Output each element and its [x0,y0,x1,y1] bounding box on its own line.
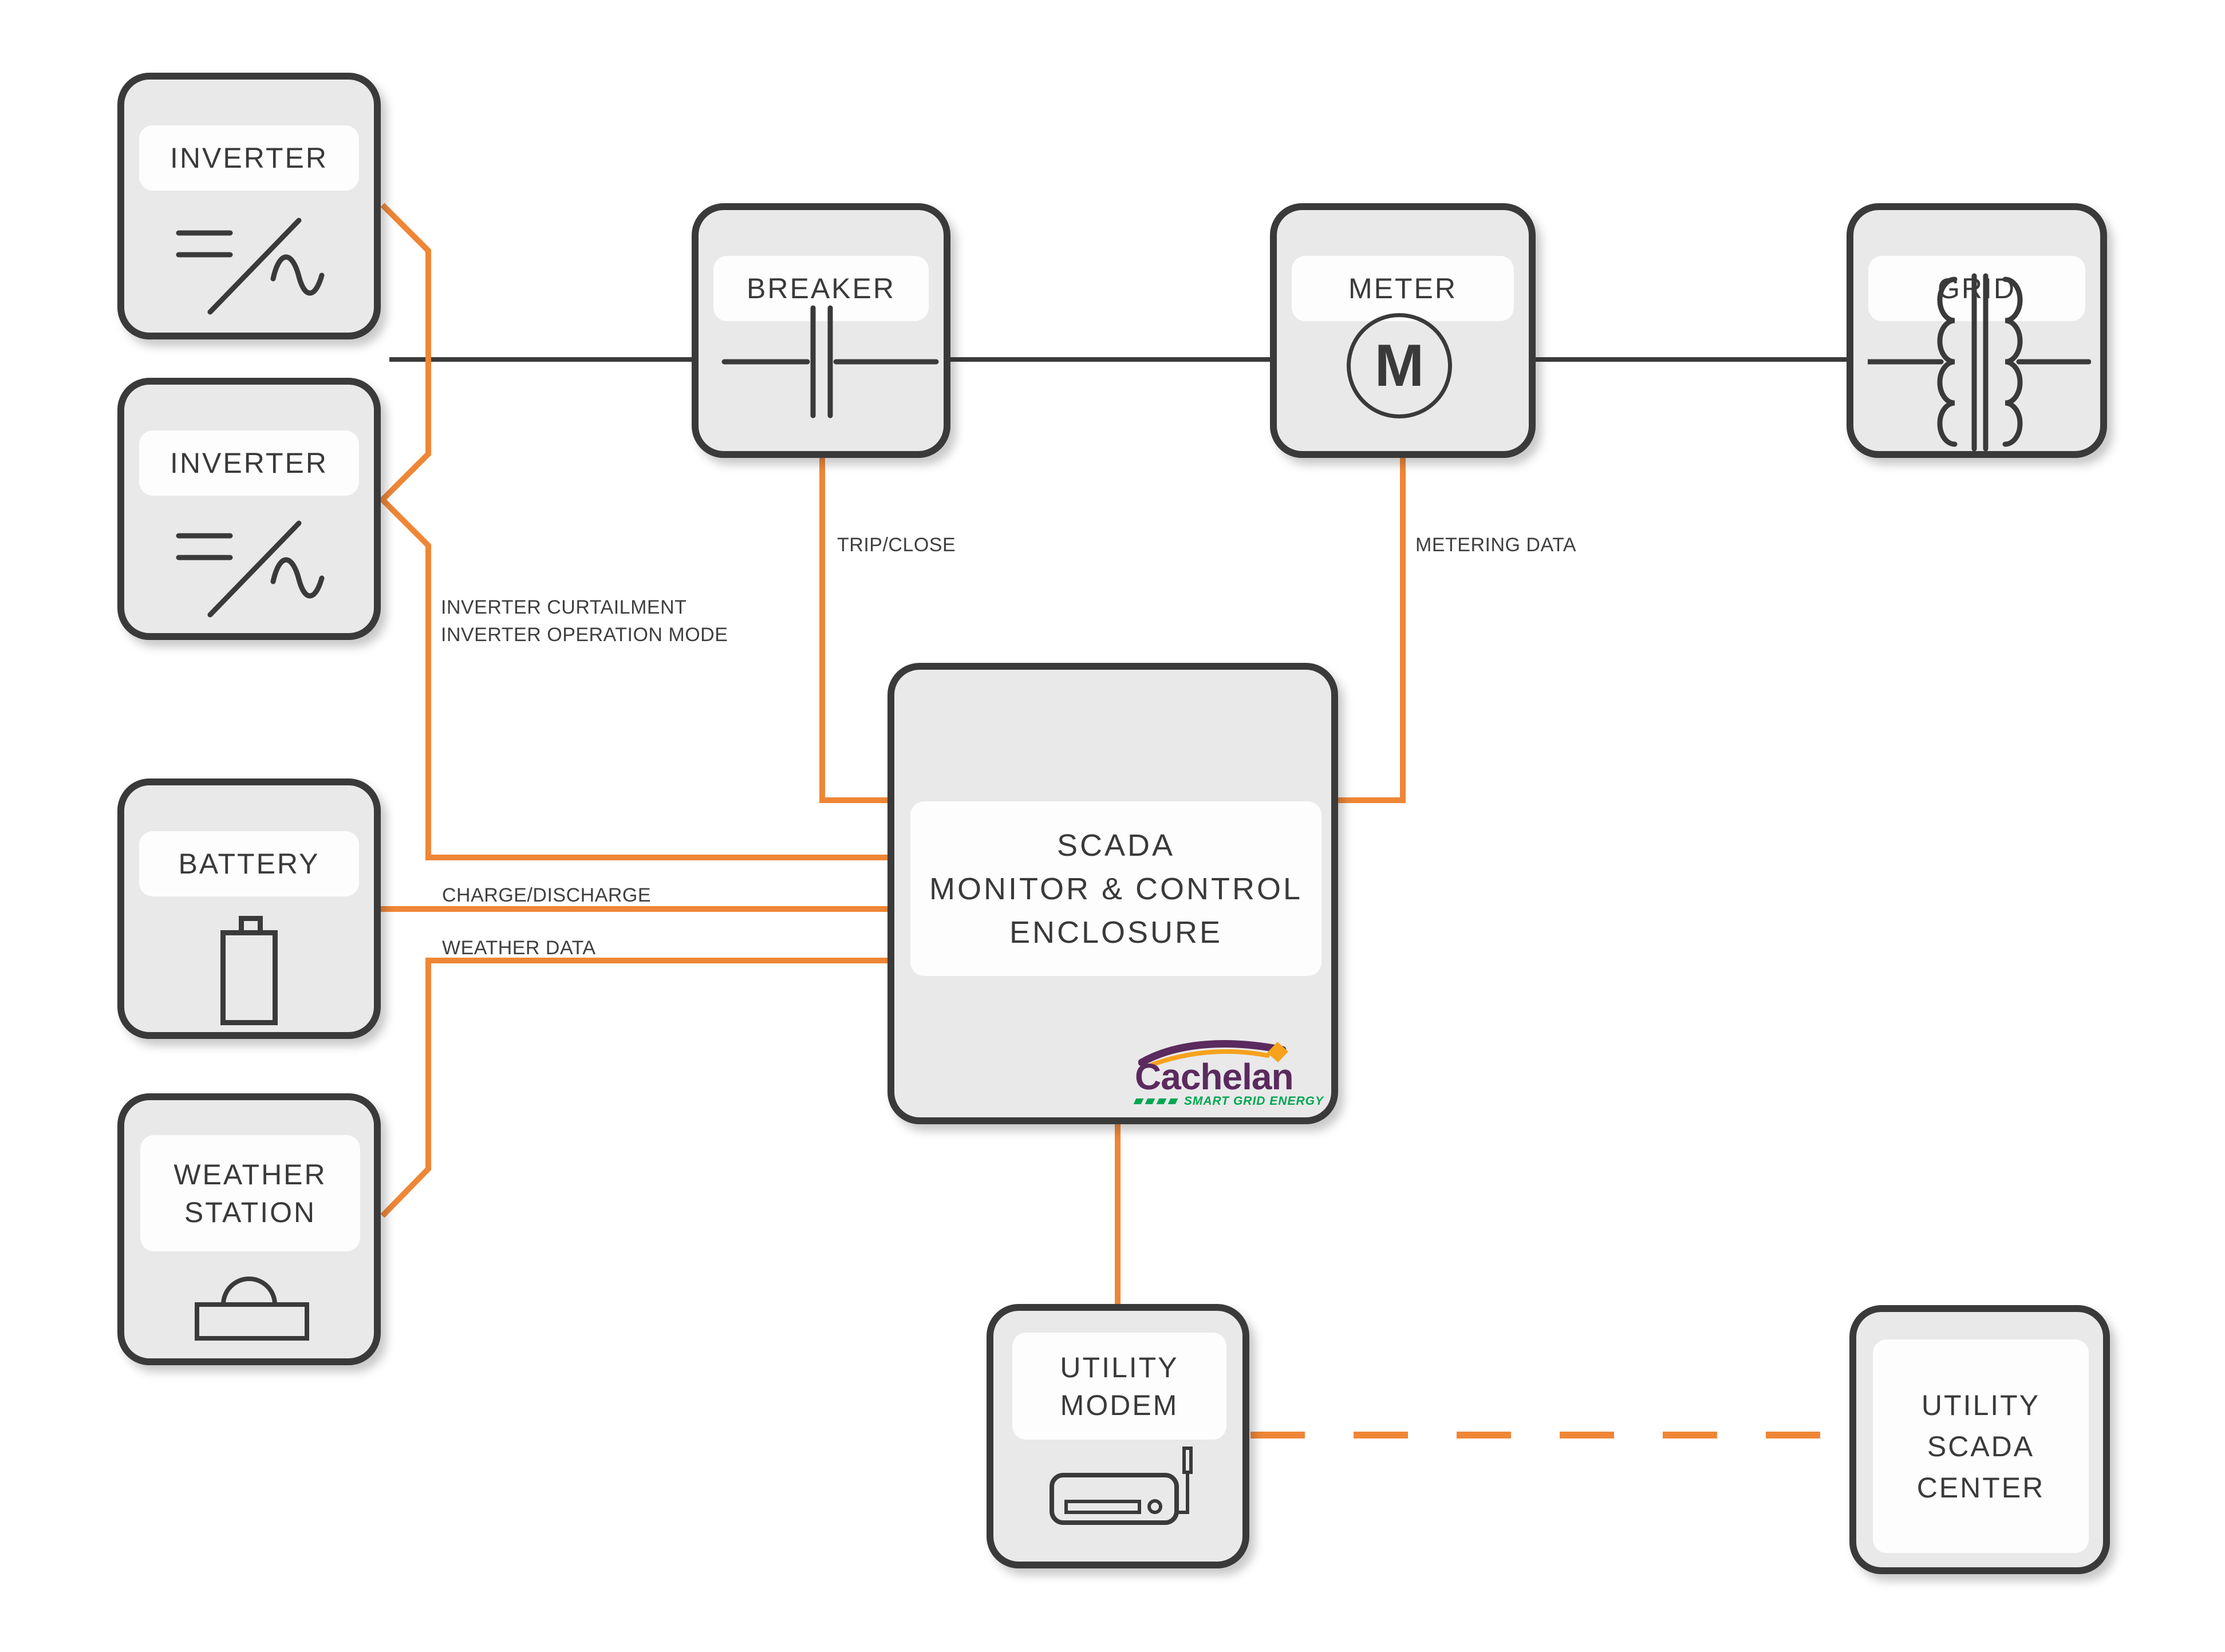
utility-modem-label-line2: MODEM [1060,1389,1179,1421]
weather-data-connector [382,961,893,1216]
tagline-dash-icon [1145,1098,1155,1104]
inverter-top-label-pill [139,125,359,191]
grid-node [1847,203,2107,458]
meter-label-pill [1292,256,1514,321]
scada-enclosure-node [887,663,1338,1124]
utility-scada-center-label-line1: UTILITY [1921,1389,2041,1421]
breaker-node [692,203,950,458]
scada-label-line2: MONITOR & CONTROL [929,871,1303,906]
utility-scada-center-node [1849,1305,2110,1574]
tagline-dash-icon [1134,1098,1144,1104]
scada-label-line1: SCADA [1056,828,1175,863]
meter-node [1270,203,1536,458]
battery-label-pill [139,831,359,896]
meter-m-icon [1347,313,1452,418]
utility-modem-node [987,1304,1249,1568]
utility-modem-label-line1: UTILITY [1060,1351,1179,1384]
inverter-top-label: INVERTER [170,142,328,174]
inverter-bottom-label-pill [139,430,359,496]
trip-close-label: TRIP/CLOSE [837,534,956,556]
scada-label-pill [910,801,1321,976]
metering-data-label: METERING DATA [1415,534,1577,556]
breaker-contact-icon [716,292,945,432]
inverter-icon [167,215,339,318]
charge-discharge-label: CHARGE/DISCHARGE [442,884,652,906]
utility-scada-center-label-line3: CENTER [1916,1471,2045,1504]
scada-label-line3: ENCLOSURE [1009,915,1223,950]
weather-station-label-line1: WEATHER [173,1158,327,1191]
inverter-bottom-label: INVERTER [170,447,328,479]
transformer-icon [1868,269,2091,455]
weather-station-label-pill [140,1135,360,1251]
inverter-control-label [441,594,728,649]
inverter-curtailment-label: INVERTER CURTAILMENT [441,596,687,618]
meter-icon-letter: M [1374,332,1425,399]
pyranometer-icon [189,1271,321,1345]
breaker-trip-close-connector [822,457,893,800]
inverter-top-node [117,73,381,339]
utility-modem-label-pill [1012,1333,1226,1440]
tagline-dash-icon [1168,1098,1178,1104]
tagline-dash-icon [1157,1098,1167,1104]
cachelan-tagline-row [1135,1094,1324,1108]
weather-station-node [117,1093,381,1365]
metering-data-connector [1334,457,1403,800]
cachelan-tagline-text: SMART GRID ENERGY [1183,1094,1324,1108]
inverter-operation-mode-label: INVERTER OPERATION MODE [441,624,728,646]
battery-label: BATTERY [178,848,320,880]
utility-scada-center-label-line2: SCADA [1927,1430,2035,1463]
weather-data-label: WEATHER DATA [442,937,596,959]
utility-scada-center-label-pill [1873,1339,2089,1553]
weather-station-label-line2: STATION [184,1196,317,1228]
cachelan-brand-text: Cachelan [1135,1056,1293,1097]
meter-label: METER [1348,272,1457,305]
inverter-bottom-node [117,378,381,640]
battery-node [117,778,381,1039]
grid-label: GRID [1938,272,2016,305]
breaker-label: BREAKER [747,272,895,305]
modem-icon [1042,1425,1202,1534]
inverter-icon [167,517,339,621]
